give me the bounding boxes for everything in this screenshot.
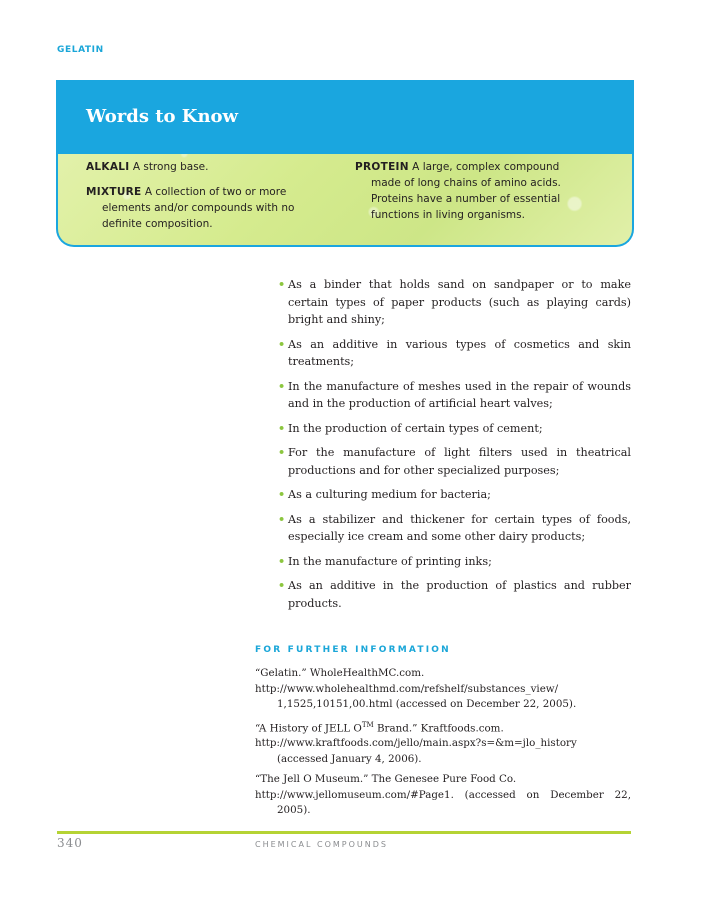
list-item	[276, 378, 631, 413]
glossary-definition: A collection of two or more elements and/or compounds with no definite composition.	[102, 186, 295, 230]
glossary-entry	[355, 159, 590, 223]
reference-title-part: Brand.” Kraftfoods.com.	[373, 721, 504, 734]
reference-item	[255, 718, 631, 768]
list-item-text: As an additive in various types of cosmetics and skin treatments;	[288, 337, 631, 368]
reference-title: “Gelatin.” WholeHealthMC.com.	[255, 667, 425, 679]
bullet-icon: •	[278, 578, 286, 592]
list-item-text: As a stabilizer and thickener for certain types of foods, especially ice cream and some other dairy products;	[288, 512, 631, 543]
reference-list	[255, 666, 631, 824]
bullet-icon: •	[278, 378, 286, 393]
glossary-term: PROTEIN	[355, 161, 409, 173]
reference-title-part: “A History of JELL O	[255, 721, 362, 734]
list-item	[276, 420, 631, 438]
list-item	[276, 444, 631, 479]
glossary-definition: A large, complex compound made of long chains of amino acids. Proteins have a number of essential functions in living organisms.	[371, 161, 561, 221]
list-item	[276, 486, 631, 504]
glossary-term: ALKALI	[86, 161, 130, 173]
list-item-text: In the manufacture of meshes used in the repair of wounds and in the production of artificial heart valves;	[288, 379, 631, 410]
glossary-term: MIXTURE	[86, 186, 142, 198]
reference-detail: http://www.kraftfoods.com/jello/main.aspx?s=&m=jlo_history (accessed January 4, 2006).	[255, 737, 577, 765]
list-item-text: As an additive in the production of plastics and rubber products.	[288, 579, 631, 610]
list-item	[276, 577, 631, 612]
bullet-icon: •	[278, 336, 286, 351]
reference-detail: http://www.jellomuseum.com/#Page1. (accessed on December 22, 2005).	[255, 788, 631, 817]
bullet-icon: •	[278, 277, 286, 291]
reference-title: “The Jell O Museum.” The Genesee Pure Food Co.	[255, 773, 517, 786]
glossary-column-right	[355, 159, 590, 232]
list-item	[276, 276, 631, 329]
glossary-column-left	[86, 159, 318, 241]
page-number: 340	[57, 836, 83, 850]
bullet-icon: •	[278, 511, 286, 526]
bullet-icon: •	[278, 420, 286, 435]
running-head: GELATIN	[57, 45, 104, 55]
glossary-definition: A strong base.	[129, 161, 209, 173]
reference-title	[255, 718, 631, 737]
words-to-know-box	[56, 80, 634, 247]
list-item-text: In the production of certain types of cement;	[288, 421, 543, 435]
reference-item	[255, 666, 631, 713]
bullet-icon: •	[278, 445, 286, 459]
list-item-text: In the manufacture of printing inks;	[288, 554, 492, 568]
list-item	[276, 553, 631, 571]
bullet-icon: •	[278, 487, 286, 501]
glossary-entry	[86, 184, 318, 232]
reference-item	[255, 772, 631, 819]
bullet-icon: •	[278, 553, 286, 568]
list-item-text: For the manufacture of light filters used in theatrical productions and for other specialized purposes;	[288, 446, 631, 477]
list-item	[276, 336, 631, 371]
list-item	[276, 511, 631, 546]
glossary-entry	[86, 159, 318, 175]
list-item-text: As a binder that holds sand on sandpaper or to make certain types of paper products (such as playing cards) bright and shiny;	[288, 278, 631, 326]
list-item-text: As a culturing medium for bacteria;	[288, 488, 491, 501]
footer-book-title: CHEMICAL COMPOUNDS	[255, 840, 388, 849]
words-to-know-title: Words to Know	[86, 106, 239, 127]
trademark-mark: TM	[361, 720, 374, 729]
further-information-heading: FOR FURTHER INFORMATION	[255, 645, 451, 655]
footer-rule	[57, 831, 631, 834]
words-to-know-header	[58, 80, 632, 154]
uses-bullet-list	[276, 276, 631, 619]
reference-detail: http://www.wholehealthmd.com/refshelf/substances_view/ 1,1525,10151,00.html (accessed on December 22, 2005).	[255, 682, 577, 710]
